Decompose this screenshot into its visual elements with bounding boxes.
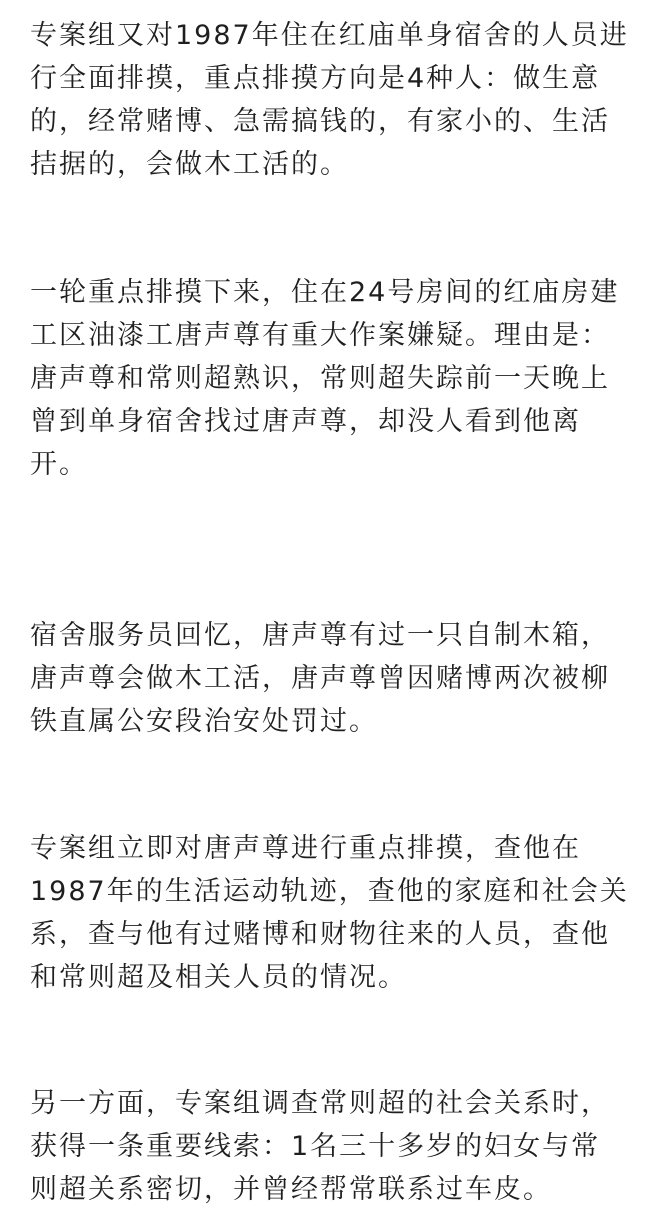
- paragraph-2: [30, 271, 640, 486]
- text-line: 行全面排摸，重点排摸方向是4种人：做生意: [30, 63, 601, 94]
- text-line: 唐声尊会做木工活，唐声尊曾因赌博两次被柳: [30, 663, 610, 694]
- text-line: 一轮重点排摸下来，住在24号房间的红庙房建: [30, 277, 620, 308]
- text-line: 工区油漆工唐声尊有重大作案嫌疑。理由是：: [30, 320, 610, 351]
- text-line: 铁直属公安段治安处罚过。: [30, 706, 378, 737]
- text-line: 的，经常赌博、急需搞钱的，有家小的、生活: [30, 106, 610, 137]
- text-line: 系，查与他有过赌博和财物往来的人员，查他: [30, 919, 610, 950]
- text-line: 获得一条重要线索：1名三十多岁的妇女与常: [30, 1131, 601, 1162]
- text-line: 宿舍服务员回忆，唐声尊有过一只自制木箱，: [30, 620, 610, 651]
- text-line: 拮据的，会做木工活的。: [30, 149, 349, 180]
- text-line: 专案组立即对唐声尊进行重点排摸，查他在: [30, 833, 581, 864]
- text-line: 另一方面，专案组调查常则超的社会关系时，: [30, 1088, 610, 1119]
- text-line: 专案组又对1987年住在红庙单身宿舍的人员进: [30, 20, 629, 51]
- paragraph-5: [30, 1082, 640, 1211]
- paragraph-4: [30, 827, 640, 999]
- text-line: 曾到单身宿舍找过唐声尊，却没人看到他离: [30, 406, 581, 437]
- article-body: [30, 14, 640, 1211]
- text-line: 和常则超及相关人员的情况。: [30, 962, 407, 993]
- paragraph-3: [30, 614, 640, 743]
- text-line: 则超关系密切，并曾经帮常联系过车皮。: [30, 1174, 552, 1205]
- text-line: 1987年的生活运动轨迹，查他的家庭和社会关: [30, 876, 629, 907]
- text-line: 唐声尊和常则超熟识，常则超失踪前一天晚上: [30, 363, 610, 394]
- text-line: 开。: [30, 449, 88, 480]
- paragraph-1: [30, 14, 640, 186]
